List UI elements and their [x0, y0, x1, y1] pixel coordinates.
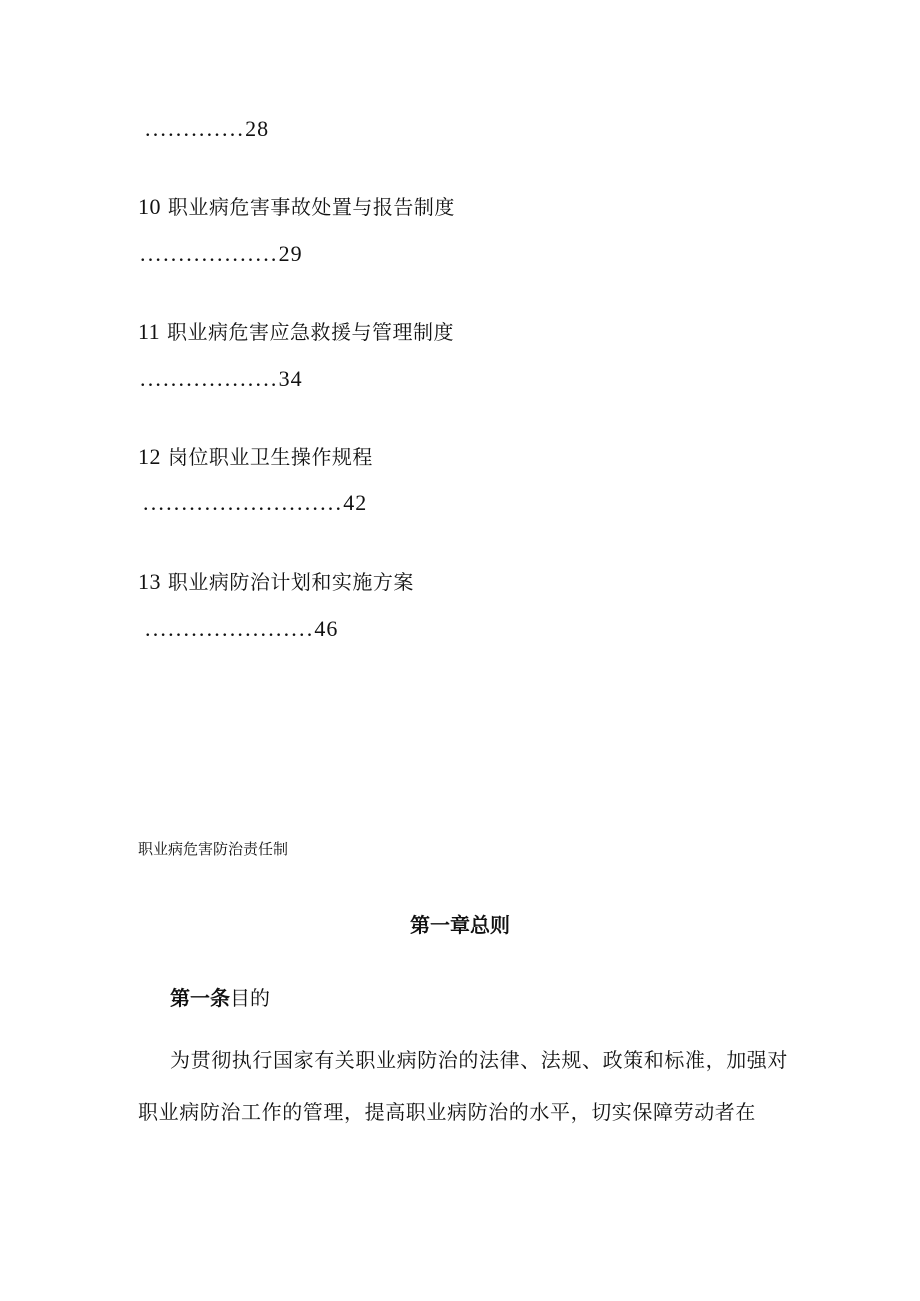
toc-entry-0-dots: ............. — [145, 116, 246, 141]
toc-entry-4-leader[interactable] — [145, 616, 338, 642]
document-name: 职业病危害防治责任制 — [138, 840, 289, 858]
toc-entry-2-title-line[interactable] — [138, 316, 454, 345]
paragraph-line-2: 职业病防治工作的管理，提高职业病防治的水平，切实保障劳动者在 — [138, 1100, 756, 1124]
toc-entry-3-page: 42 — [343, 490, 368, 515]
toc-entry-1-number: 10 — [138, 194, 161, 219]
toc-entry-2-dots: .................. — [140, 366, 279, 391]
toc-entry-2-number: 11 — [138, 319, 161, 344]
toc-entry-1-title: 职业病危害事故处置与报告制度 — [167, 195, 455, 219]
toc-entry-3-title: 岗位职业卫生操作规程 — [167, 445, 373, 469]
toc-entry-3-number: 12 — [138, 444, 161, 469]
toc-entry-1-leader[interactable] — [140, 241, 303, 267]
toc-entry-4-title: 职业病防治计划和实施方案 — [167, 570, 414, 594]
toc-entry-3-leader[interactable] — [143, 490, 367, 516]
article-title: 目的 — [230, 986, 270, 1010]
toc-entry-1-page: 29 — [278, 241, 303, 266]
toc-entry-3-dots: .......................... — [143, 490, 344, 515]
toc-entry-0-page: 28 — [245, 116, 270, 141]
toc-entry-2-leader[interactable] — [140, 366, 303, 392]
toc-entry-1-dots: .................. — [140, 241, 279, 266]
toc-entry-0-leader[interactable] — [145, 116, 269, 142]
article-label: 第一条 — [170, 986, 230, 1010]
toc-entry-4-page: 46 — [314, 616, 339, 641]
toc-entry-4-dots: ...................... — [145, 616, 315, 641]
toc-entry-2-title: 职业病危害应急救援与管理制度 — [167, 320, 455, 344]
toc-entry-4-number: 13 — [138, 569, 161, 594]
chapter-title: 第一章总则 — [410, 913, 510, 937]
toc-entry-1-title-line[interactable] — [138, 191, 455, 220]
article-heading — [170, 982, 270, 1011]
toc-entry-4-title-line[interactable] — [138, 566, 414, 595]
toc-entry-2-page: 34 — [278, 366, 303, 391]
paragraph-line-1: 为贯彻执行国家有关职业病防治的法律、法规、政策和标准，加强对 — [170, 1048, 788, 1072]
toc-entry-3-title-line[interactable] — [138, 441, 373, 470]
